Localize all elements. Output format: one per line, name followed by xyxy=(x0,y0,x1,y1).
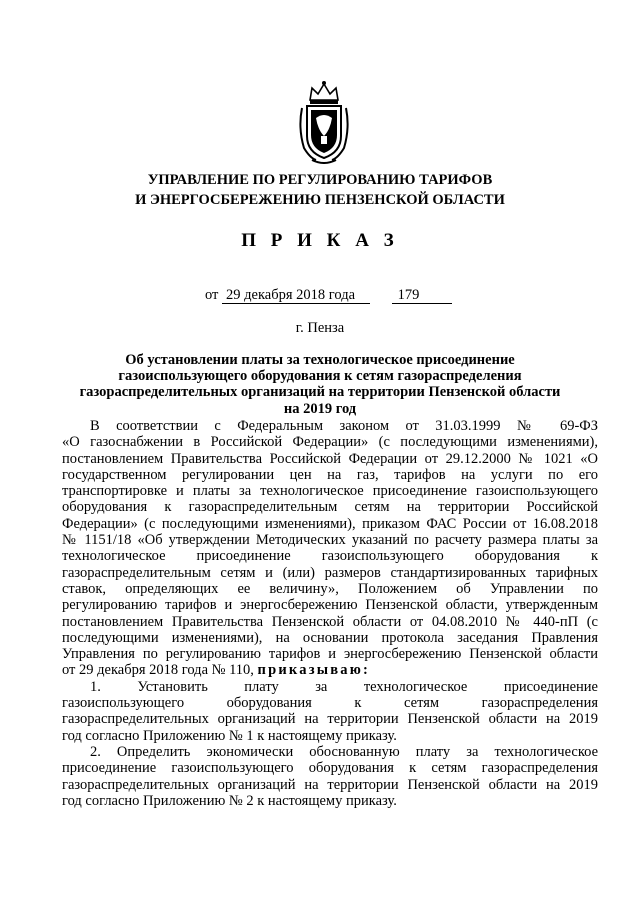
item-2-line: присоединение газоиспользующего оборудования к сетям газораспределения xyxy=(62,760,598,777)
preamble-line: В соответствии с Федеральным законом от 31.03.1999 № 69-ФЗ xyxy=(90,418,598,434)
preamble-line: № 1151/18 «Об утверждении Методических указаний по расчету размера платы за xyxy=(62,532,598,549)
order-item-2 xyxy=(62,744,598,809)
organization-name-line-1: УПРАВЛЕНИЕ ПО РЕГУЛИРОВАНИЮ ТАРИФОВ xyxy=(147,172,493,188)
preamble-line: транспортировке и платы за технологическое присоединение газоиспользующего xyxy=(62,483,598,500)
subject-line-3: газораспределительных организаций на территории Пензенской области xyxy=(79,384,561,401)
item-1-line: 1. Установить плату за технологическое присоединение xyxy=(90,678,598,695)
preamble-line: оборудования к газораспределительным сетям на территории Российской xyxy=(62,499,598,516)
preamble-line: технологическое присоединение газоиспользующего оборудования к xyxy=(62,548,598,565)
date-number-line xyxy=(205,287,452,304)
item-1-line: газоиспользующего оборудования к сетям газораспределения xyxy=(62,695,598,712)
coat-of-arms-icon xyxy=(296,78,352,164)
preamble-paragraph xyxy=(62,418,598,679)
preamble-line: «О газоснабжении в Российской Федерации» (с последующими изменениями), xyxy=(62,434,598,451)
preamble-line: государственном регулировании цен на газ, тарифов на услуги по его xyxy=(62,466,598,483)
preamble-line: газораспределительным сетям и (или) размеров стандартизированных тарифных xyxy=(62,564,598,581)
order-word: приказываю: xyxy=(257,662,371,679)
organization-name xyxy=(60,170,580,210)
item-2-line: 2. Определить экономически обоснованную плату за технологическое xyxy=(90,743,598,760)
document-date: 29 декабря 2018 года xyxy=(222,288,370,304)
document-body xyxy=(62,418,598,809)
document-subject xyxy=(62,352,578,417)
preamble-line: Управления по регулированию тарифов и энергосбережению Пензенской области xyxy=(62,646,598,663)
preamble-last-line xyxy=(62,662,598,678)
preamble-line: регулированию тарифов и энергосбережению Пензенской области, утвержденным xyxy=(62,597,598,614)
item-2-line: газораспределительных организаций на территории Пензенской области на 2019 xyxy=(62,776,598,793)
item-2-line: год согласно Приложению № 2 к настоящему приказу. xyxy=(62,792,397,809)
subject-line-4: на 2019 год xyxy=(283,400,357,417)
preamble-line: постановлением Правительства Пензенской области от 04.08.2010 № 440-пП (с xyxy=(62,613,598,630)
item-1-line: газораспределительных организаций на территории Пензенской области на 2019 xyxy=(62,711,598,728)
document-type-title: П Р И К А З xyxy=(241,230,399,251)
preamble-line: от 29 декабря 2018 года № 110, xyxy=(62,662,254,679)
preamble-line: постановлением Правительства Российской Федерации от 29.12.2000 № 1021 «О xyxy=(62,450,598,467)
date-prefix: от xyxy=(205,287,219,303)
preamble-line: последующими изменениями), на основании протокола заседания Правления xyxy=(62,629,598,646)
subject-line-2: газоиспользующего оборудования к сетям газораспределения xyxy=(118,368,522,385)
preamble-line: ставок, определяющих ее величину», Положением об Управлении по xyxy=(62,580,598,597)
preamble-line: Федерации» (с последующими изменениями), приказом ФАС России от 16.08.2018 xyxy=(62,515,598,532)
item-1-line: год согласно Приложению № 1 к настоящему приказу. xyxy=(62,727,397,744)
city-name: г. Пенза xyxy=(295,320,345,336)
document-number: 179 xyxy=(392,288,452,304)
order-item-1 xyxy=(62,679,598,744)
organization-name-line-2: И ЭНЕРГОСБЕРЕЖЕНИЮ ПЕНЗЕНСКОЙ ОБЛАСТИ xyxy=(135,192,505,208)
subject-line-1: Об установлении платы за технологическое присоединение xyxy=(125,352,515,368)
